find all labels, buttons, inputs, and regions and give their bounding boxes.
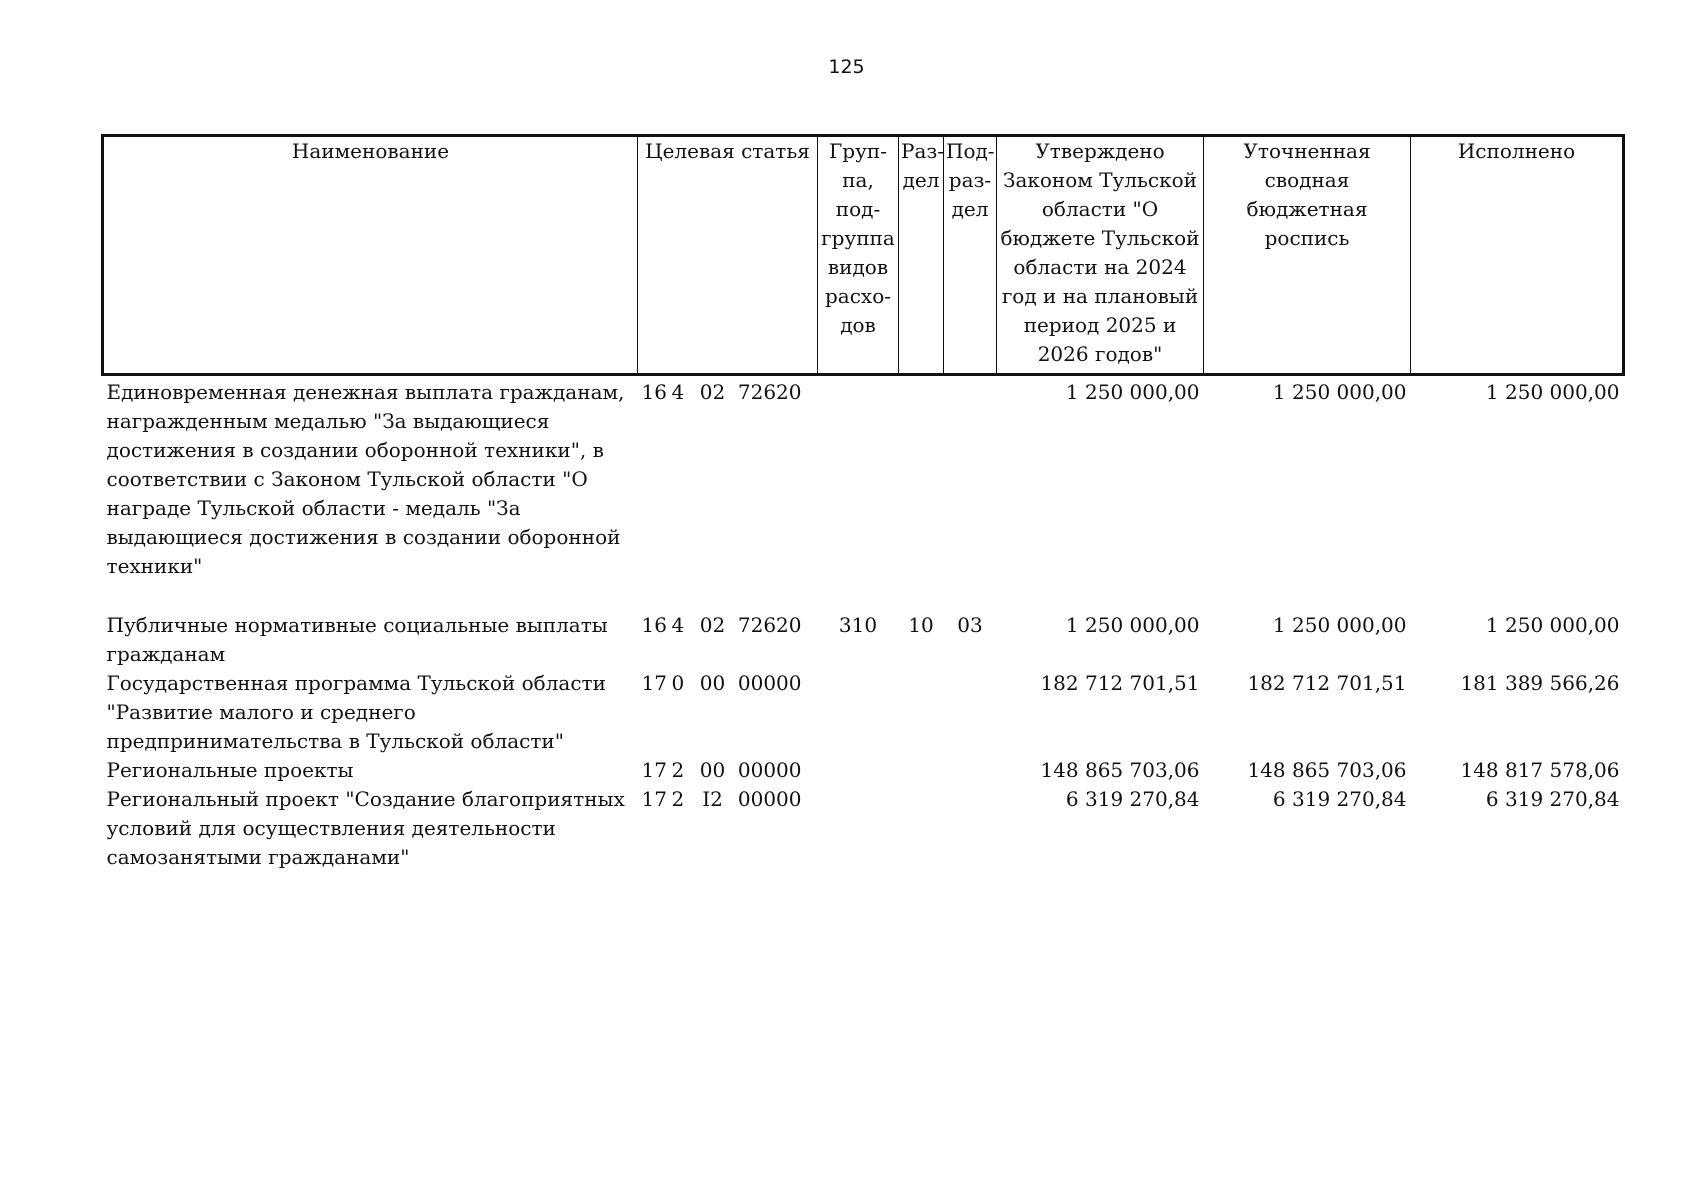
row-subsection xyxy=(944,669,997,756)
target-program: 16 xyxy=(641,380,667,404)
row-approved: 148 865 703,06 xyxy=(1040,758,1200,782)
row-refined: 182 712 701,51 xyxy=(1247,671,1407,695)
table-row xyxy=(103,375,1624,612)
row-subsection xyxy=(944,785,997,872)
row-approved: 6 319 270,84 xyxy=(1065,787,1200,811)
target-program: 17 xyxy=(641,758,667,782)
table-header xyxy=(103,136,1624,375)
target-measure: 02 xyxy=(699,380,726,404)
budget-execution-table xyxy=(101,134,1625,872)
target-program: 17 xyxy=(641,671,667,695)
target-program: 16 xyxy=(641,613,667,637)
row-subsection xyxy=(944,375,997,612)
table-row xyxy=(103,756,1624,785)
row-name: Государственная программа Тульской области "Развитие малого и среднего предпринимательства в Тульской области" xyxy=(106,671,606,753)
target-subprogram: 2 xyxy=(671,787,685,811)
row-subsection: 03 xyxy=(957,613,983,637)
table-row xyxy=(103,611,1624,669)
target-direction: 00000 xyxy=(737,758,802,782)
row-executed: 1 250 000,00 xyxy=(1485,380,1620,404)
table-row xyxy=(103,669,1624,756)
header-refined: Уточненная сводная бюджетная роспись xyxy=(1204,136,1411,375)
target-measure: 00 xyxy=(699,671,726,695)
target-subprogram: 0 xyxy=(671,671,685,695)
row-executed: 1 250 000,00 xyxy=(1485,613,1620,637)
row-expense-group xyxy=(818,375,899,612)
target-measure: 02 xyxy=(699,613,726,637)
header-subsection: Под-раз-дел xyxy=(944,136,997,375)
row-approved: 1 250 000,00 xyxy=(1065,380,1200,404)
row-expense-group xyxy=(818,669,899,756)
table-body xyxy=(103,375,1624,873)
page-number: 125 xyxy=(828,56,865,78)
target-measure: I2 xyxy=(702,787,723,811)
target-subprogram: 4 xyxy=(671,380,685,404)
row-target-article xyxy=(638,611,818,669)
row-section: 10 xyxy=(908,613,934,637)
row-target-article xyxy=(638,756,818,785)
row-refined: 148 865 703,06 xyxy=(1247,758,1407,782)
header-expense-group: Груп-па, под-группа видов расхо-дов xyxy=(818,136,899,375)
row-section xyxy=(899,669,944,756)
header-section: Раз-дел xyxy=(899,136,944,375)
row-approved: 182 712 701,51 xyxy=(1040,671,1200,695)
header-executed: Исполнено xyxy=(1411,136,1624,375)
header-row xyxy=(103,136,1624,375)
row-section xyxy=(899,785,944,872)
target-direction: 00000 xyxy=(737,787,802,811)
row-refined: 1 250 000,00 xyxy=(1272,380,1407,404)
target-subprogram: 2 xyxy=(671,758,685,782)
target-direction: 00000 xyxy=(737,671,802,695)
target-measure: 00 xyxy=(699,758,726,782)
row-approved: 1 250 000,00 xyxy=(1065,613,1200,637)
target-subprogram: 4 xyxy=(671,613,685,637)
row-section xyxy=(899,756,944,785)
row-subsection xyxy=(944,756,997,785)
row-name: Единовременная денежная выплата гражданам, награжденным медалью "За выдающиеся достижения в создании оборонной техники", в соответствии с Законом Тульской области "О награде Тульской области - медаль "За выдающиеся достижения в создании оборонной техники" xyxy=(106,380,625,578)
row-executed: 148 817 578,06 xyxy=(1460,758,1620,782)
target-direction: 72620 xyxy=(737,380,802,404)
row-expense-group: 310 xyxy=(838,613,878,637)
row-name: Региональные проекты xyxy=(106,758,354,782)
row-expense-group xyxy=(818,756,899,785)
row-target-article xyxy=(638,785,818,872)
row-section xyxy=(899,375,944,612)
row-executed: 181 389 566,26 xyxy=(1460,671,1620,695)
row-name: Региональный проект "Создание благоприятных условий для осуществления деятельности самозанятыми гражданами" xyxy=(106,787,625,869)
row-refined: 6 319 270,84 xyxy=(1272,787,1407,811)
table-row xyxy=(103,785,1624,872)
row-name: Публичные нормативные социальные выплаты гражданам xyxy=(106,613,608,666)
row-expense-group xyxy=(818,785,899,872)
row-target-article xyxy=(638,375,818,612)
row-target-article xyxy=(638,669,818,756)
target-direction: 72620 xyxy=(737,613,802,637)
target-program: 17 xyxy=(641,787,667,811)
row-executed: 6 319 270,84 xyxy=(1485,787,1620,811)
header-approved: Утверждено Законом Тульской области "О бюджете Тульской области на 2024 год и на плановый период 2025 и 2026 годов" xyxy=(997,136,1204,375)
row-refined: 1 250 000,00 xyxy=(1272,613,1407,637)
header-name: Наименование xyxy=(103,136,638,375)
header-target-article: Целевая статья xyxy=(638,136,818,375)
